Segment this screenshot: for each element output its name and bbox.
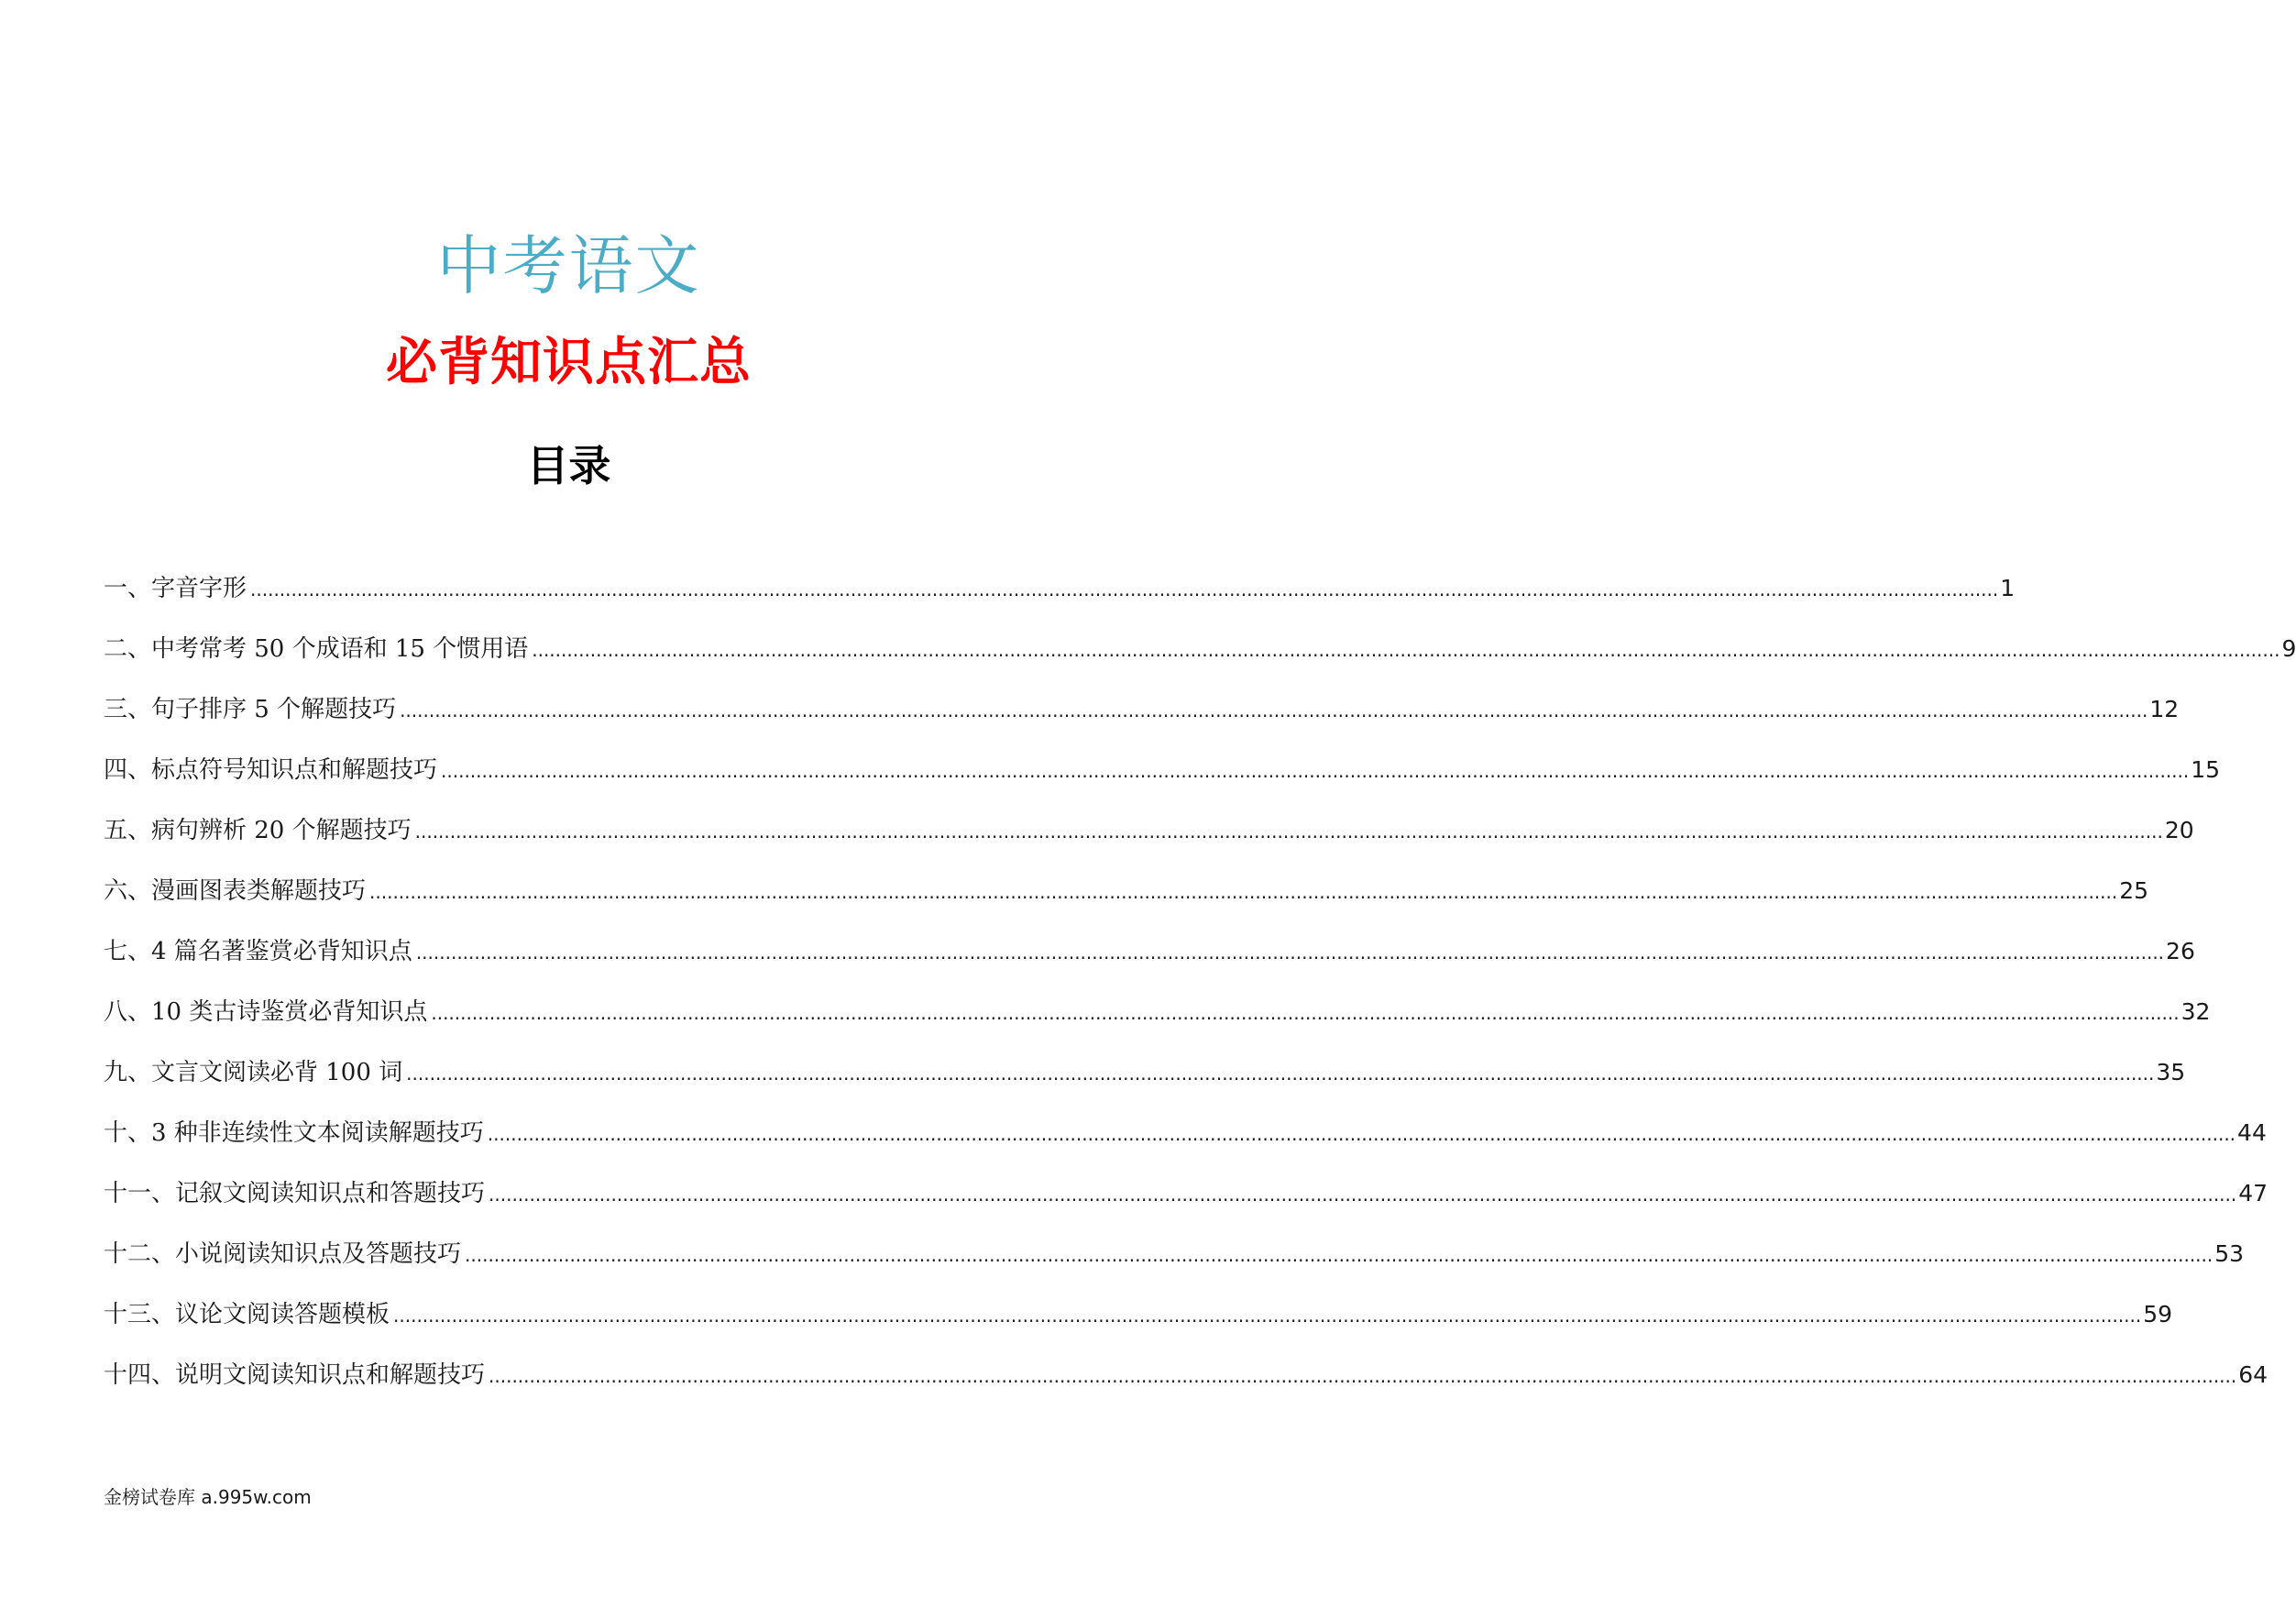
toc-leader-dots: ............................................................................................................................................................................................................................................................................................................ xyxy=(369,881,2118,903)
toc-entry[interactable] xyxy=(104,1117,2267,1177)
toc-entry-page: 35 xyxy=(2156,1059,2186,1085)
toc-entry[interactable] xyxy=(104,1056,2186,1117)
toc-entry[interactable] xyxy=(104,572,2016,633)
toc-leader-dots: ............................................................................................................................................................................................................................................................................................................ xyxy=(431,1002,2180,1024)
toc-leader-dots: ............................................................................................................................................................................................................................................................................................................ xyxy=(415,942,2165,964)
toc-entry-label: 四、标点符号知识点和解题技巧 xyxy=(104,756,438,784)
toc-entry[interactable] xyxy=(104,1177,2269,1238)
toc-entry-page: 44 xyxy=(2237,1119,2267,1146)
toc-entry[interactable] xyxy=(104,754,2221,814)
toc-entry[interactable] xyxy=(104,814,2194,875)
toc-entry-page: 53 xyxy=(2214,1240,2245,1267)
toc-entry[interactable] xyxy=(104,693,2180,754)
toc-entry-label: 六、漫画图表类解题技巧 xyxy=(104,877,367,905)
toc-leader-dots: ............................................................................................................................................................................................................................................................................................................ xyxy=(406,1063,2155,1085)
toc-leader-dots: ............................................................................................................................................................................................................................................................................................................ xyxy=(250,578,1999,600)
toc-entry[interactable] xyxy=(104,935,2195,996)
toc-entry-label: 十、3 种非连续性文本阅读解题技巧 xyxy=(104,1119,484,1147)
toc-entry-label: 十四、说明文阅读知识点和解题技巧 xyxy=(104,1361,486,1389)
toc-entry-label: 一、字音字形 xyxy=(104,575,247,602)
document-subtitle: 必背知识点汇总 xyxy=(386,332,752,392)
document-title: 中考语文 xyxy=(436,228,701,303)
toc-entry-label: 十三、议论文阅读答题模板 xyxy=(104,1301,390,1328)
toc-leader-dots: ............................................................................................................................................................................................................................................................................................................ xyxy=(414,821,2163,843)
toc-entry-page: 15 xyxy=(2191,756,2221,783)
toc-entry[interactable] xyxy=(104,1238,2245,1298)
toc-entry-label: 二、中考常考 50 个成语和 15 个惯用语 xyxy=(104,635,529,663)
toc-entry-label: 七、4 篇名著鉴赏必背知识点 xyxy=(104,938,412,965)
toc-entry[interactable] xyxy=(104,875,2149,935)
toc-leader-dots: ............................................................................................................................................................................................................................................................................................................ xyxy=(489,1184,2237,1206)
toc-entry-label: 九、文言文阅读必背 100 词 xyxy=(104,1059,403,1086)
toc-entry-label: 三、句子排序 5 个解题技巧 xyxy=(104,696,397,723)
toc-leader-dots: ............................................................................................................................................................................................................................................................................................................ xyxy=(487,1123,2236,1145)
footer-watermark-text: 金榜试卷库 a.995w.com xyxy=(104,1486,312,1508)
toc-entry-label: 八、10 类古诗鉴赏必背知识点 xyxy=(104,998,428,1026)
toc-leader-dots: ............................................................................................................................................................................................................................................................................................................ xyxy=(441,760,2190,782)
toc-entry-page: 26 xyxy=(2166,938,2195,964)
toc-entry-page: 25 xyxy=(2119,877,2149,904)
toc-entry[interactable] xyxy=(104,1359,2269,1419)
toc-entry-page: 1 xyxy=(2000,575,2016,601)
toc-leader-dots: ............................................................................................................................................................................................................................................................................................................ xyxy=(400,699,2148,721)
toc-leader-dots: ............................................................................................................................................................................................................................................................................................................ xyxy=(532,639,2280,661)
toc-entry-page: 59 xyxy=(2143,1301,2173,1327)
toc-leader-dots: ............................................................................................................................................................................................................................................................................................................ xyxy=(393,1305,2142,1327)
toc-entry-label: 十一、记叙文阅读知识点和答题技巧 xyxy=(104,1180,486,1207)
toc-entry-page: 64 xyxy=(2238,1361,2269,1388)
toc-entry-label: 十二、小说阅读知识点及答题技巧 xyxy=(104,1240,462,1268)
toc-entry[interactable] xyxy=(104,1298,2173,1359)
table-of-contents xyxy=(104,572,2296,1419)
toc-leader-dots: ............................................................................................................................................................................................................................................................................................................ xyxy=(465,1244,2214,1266)
toc-entry-page: 32 xyxy=(2181,998,2211,1025)
toc-entry-page: 47 xyxy=(2238,1180,2269,1206)
toc-entry[interactable] xyxy=(104,633,2296,693)
toc-entry-page: 12 xyxy=(2149,696,2180,722)
toc-heading: 目录 xyxy=(526,441,611,490)
toc-leader-dots: ............................................................................................................................................................................................................................................................................................................ xyxy=(489,1365,2237,1387)
toc-entry[interactable] xyxy=(104,996,2211,1056)
toc-entry-label: 五、病句辨析 20 个解题技巧 xyxy=(104,817,412,844)
toc-entry-page: 20 xyxy=(2164,817,2194,843)
toc-entry-page: 9 xyxy=(2281,635,2296,662)
